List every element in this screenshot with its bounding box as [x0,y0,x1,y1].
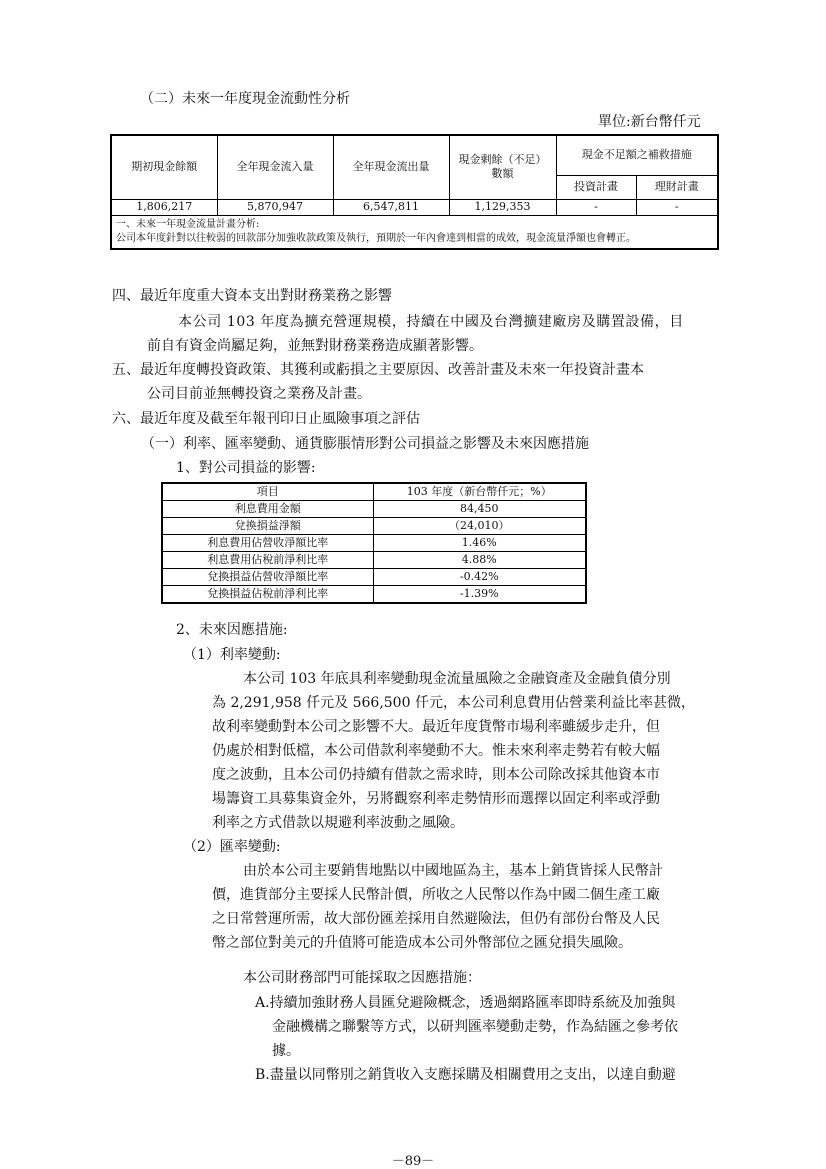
header-invest-plan: 投資計畫 [556,175,636,199]
impact-row-value: （24,010） [373,518,586,535]
rate-line: 為 2,291,958 仟元及 566,500 仟元，本公司利息費用佔營業利益比率甚微， [212,695,695,711]
cell-surplus: 1,129,353 [449,199,556,215]
impact-row-value: -0.42% [373,569,586,586]
cell-finance-plan: - [636,199,718,215]
impact-row-value: 4.88% [373,552,586,569]
impact-row-label: 利息費用佔營收淨額比率 [162,535,373,552]
note-title: 一、未來一年現金流量計畫分析: [116,218,260,230]
rate-line: 利率之方式借款以規避利率波動之風險。 [212,815,464,831]
impact-row-label: 兌換損益佔稅前淨利比率 [162,586,373,604]
header-finance-plan: 理財計畫 [636,175,718,199]
impact-header-value: 103 年度（新台幣仟元；%） [373,483,586,501]
header-remedy: 現金不足額之補救措施 [556,135,718,175]
header-surplus: 現金剩餘（不足）數額 [449,135,556,199]
impact-row-value: 84,450 [373,501,586,518]
impact-row-value: -1.39% [373,586,586,604]
section4-paragraph-line1: 本公司 103 年度為擴充營運規模，持續在中國及台灣擴建廠房及購置設備，目 [178,314,684,330]
rate-line: 仍處於相對低檔，本公司借款利率變動不大。惟未來利率走勢若有較大幅 [212,743,660,759]
cell-opening: 1,806,217 [111,199,217,215]
cashflow-note [111,215,718,249]
measure-a-line: A.持續加強財務人員匯兌避險概念，透過網路匯率即時系統及加強與 [255,995,676,1011]
header-opening: 期初現金餘額 [111,135,217,199]
fx-line: 價，進貨部分主要採人民幣計價，所收之人民幣以作為中國二個生產工廠 [212,887,660,903]
section5-heading: 五、最近年度轉投資政策、其獲利或虧損之主要原因、改善計畫及未來一年投資計畫本 [112,362,644,378]
fx-line: 幣之部位對美元的升值將可能造成本公司外幣部位之匯兌損失風險。 [212,935,632,951]
impact-header-item: 項目 [162,483,373,501]
note-body: 公司本年度針對以往較弱的回款部分加強收款政策及執行，預期於一年內會達到相當的成效，現金流量淨額也會轉正。 [116,232,636,244]
measures-intro: 本公司財務部門可能採取之因應措施： [243,970,481,986]
unit-label: 單位:新台幣仟元 [598,114,701,130]
impact-row-label: 兌換損益淨額 [162,518,373,535]
header-outflow: 全年現金流出量 [333,135,449,199]
rate-line: 本公司 103 年底具利率變動現金流量風險之金融資產及金融負債分別 [243,671,671,687]
measure-a-line: 金融機構之聯繫等方式，以研判匯率變動走勢，作為結匯之參考依 [272,1019,678,1035]
measure-b-line: B.盡量以同幣別之銷貨收入支應採購及相關費用之支出，以達自動避 [255,1067,676,1083]
section4-paragraph-line2: 前自有資金尚屬足夠，並無對財務業務造成顯著影響。 [147,338,483,354]
item1-heading: 1、對公司損益的影響: [176,460,316,476]
fx-line: 之日常營運所需，故大部份匯差採用自然避險法，但仍有部份台幣及人民 [212,911,660,927]
impact-row-label: 兌換損益佔營收淨額比率 [162,569,373,586]
cell-inflow: 5,870,947 [217,199,333,215]
impact-row-label: 利息費用金額 [162,501,373,518]
fx-heading: （2）匯率變動: [183,839,281,855]
impact-row-value: 1.46% [373,535,586,552]
cell-invest-plan: - [556,199,636,215]
cashflow-table [110,134,719,250]
rate-heading: （1）利率變動: [183,647,281,663]
section6-heading: 六、最近年度及截至年報刊印日止風險事項之評估 [112,411,420,427]
section6-sub1: （一）利率、匯率變動、通貨膨脹情形對公司損益之影響及未來因應措施 [141,436,589,452]
page-number: －89－ [391,1154,435,1169]
impact-row-label: 利息費用佔稅前淨利比率 [162,552,373,569]
item2-heading: 2、未來因應措施: [176,622,288,638]
measure-a-line: 據。 [272,1043,300,1059]
cell-outflow: 6,547,811 [333,199,449,215]
impact-table [161,482,587,604]
rate-line: 故利率變動對本公司之影響不大。最近年度貨幣市場利率雖緩步走升，但 [212,719,660,735]
section5-paragraph: 公司目前並無轉投資之業務及計畫。 [147,386,371,402]
header-inflow: 全年現金流入量 [217,135,333,199]
rate-line: 場籌資工具募集資金外，另將觀察利率走勢情形而選擇以固定利率或浮動 [212,791,660,807]
section4-heading: 四、最近年度重大資本支出對財務業務之影響 [112,288,392,304]
cashflow-heading: （二）未來一年度現金流動性分析 [140,91,350,107]
fx-line: 由於本公司主要銷售地點以中國地區為主，基本上銷貨皆採人民幣計 [243,863,663,879]
rate-line: 度之波動，且本公司仍持續有借款之需求時，則本公司除改採其他資本市 [212,767,660,783]
